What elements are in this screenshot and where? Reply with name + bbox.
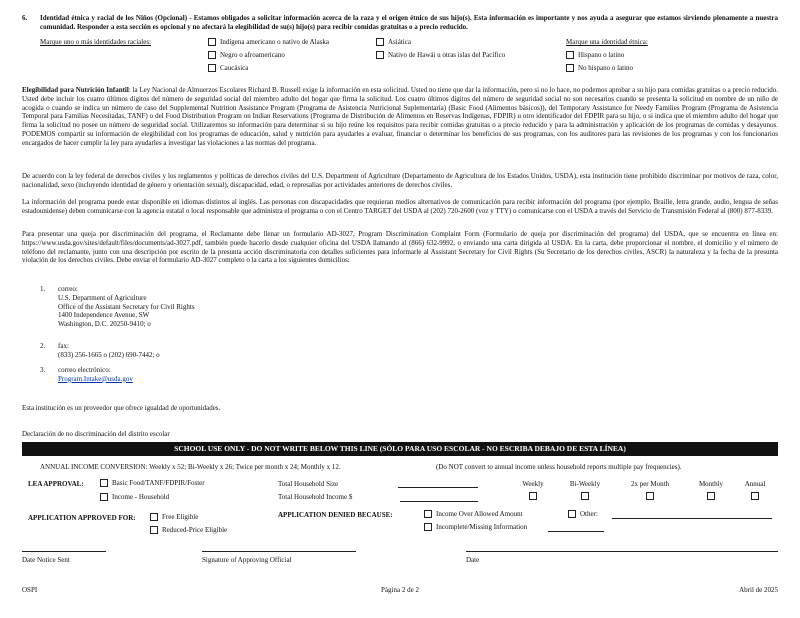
freq-weekly[interactable] bbox=[510, 480, 556, 500]
race-ethnicity-intro: Identidad étnica y racial de los Niños (Opcional) - Estamos obligados a solicitar información acerca de la raza y el origen étnico de sus hijo(s). Esta información es importante y nos ayuda a asegurar que estamos sirviendo plenamente a nuestra comunidad. Responder a esta sección es opcional y no afectará la elegibilidad de su(s) hijo(s) para recibir comidas gratuitas o a precio reducido. bbox=[40, 14, 778, 31]
option-label: Negro o afroamericano bbox=[220, 51, 285, 59]
checkbox[interactable] bbox=[208, 38, 216, 46]
footer-date: Abril de 2025 bbox=[739, 586, 778, 594]
race-option-pacific-islander[interactable] bbox=[376, 51, 505, 60]
race-option-american-indian[interactable] bbox=[208, 38, 329, 47]
race-prompt-label: Marque uno o más identidades raciales: bbox=[40, 38, 151, 46]
school-use-banner: SCHOOL USE ONLY - DO NOT WRITE BELOW THIS LINE (SÓLO PARA USO ESCOLAR - NO ESCRIBA DEBAJO DE ESTA LÍNEA) bbox=[22, 442, 778, 456]
race-option-asian[interactable] bbox=[376, 38, 411, 47]
freq-label: Annual bbox=[744, 480, 766, 488]
signature-label: Signature of Approving Official bbox=[202, 556, 292, 564]
section-number: 6. bbox=[22, 14, 28, 22]
option-label: Hispano o latino bbox=[578, 51, 625, 59]
lea-option-income[interactable] bbox=[100, 493, 169, 502]
option-label: Free Eligible bbox=[162, 513, 199, 521]
total-household-size-label: Total Household Size bbox=[278, 480, 339, 488]
nondiscrimination-paragraph-2: La información del programa puede estar disponible en idiomas distintos al inglés. Las personas con discapacidades que requieran medios alternativos de comunicación para recibir información del programa (por ejemplo, Braille, letra grande, audio, lengua de señas estadounidense) deben comunicarse con la agencia estatal o local responsable que administra el programa o con el Centro TARGET del USDA al (202) 720-2600 (voz y TTY) o comunicarse con el USDA a través del Servicio de Transmisión Federal al (800) 877-8339. bbox=[22, 198, 778, 215]
ethnic-option-hispanic[interactable] bbox=[566, 51, 624, 60]
address-item-email bbox=[40, 366, 540, 384]
checkbox[interactable] bbox=[568, 510, 576, 518]
ethnic-option-not-hispanic[interactable] bbox=[566, 64, 633, 73]
nondiscrimination-paragraph-1: De acuerdo con la ley federal de derechos civiles y los reglamentos y políticas de derechos civiles del U.S. Department of Agriculture (Departamento de Agricultura de los Estados Unidos, USDA), esta institución tiene prohibido discriminar por motivos de raza, color, nacionalidad, sexo (incluyendo identidad de género y orientación sexual), discapacidad, edad, o represalias por actividades anteriores de derechos civiles. bbox=[22, 172, 778, 189]
total-household-size-field[interactable] bbox=[398, 486, 478, 488]
item-number: 1. bbox=[40, 285, 46, 293]
signature-line[interactable] bbox=[202, 550, 356, 552]
option-label: Indígena americano o nativo de Alaska bbox=[220, 38, 330, 46]
checkbox[interactable] bbox=[566, 51, 574, 59]
race-option-black[interactable] bbox=[208, 51, 285, 60]
checkbox[interactable] bbox=[376, 51, 384, 59]
total-household-income-field[interactable] bbox=[400, 500, 478, 502]
lea-option-categorical[interactable] bbox=[100, 479, 205, 488]
address-line: U.S. Department of Agriculture bbox=[58, 293, 147, 302]
checkbox[interactable] bbox=[150, 526, 158, 534]
freq-annual[interactable] bbox=[734, 480, 776, 500]
freq-label: Bi-Weekly bbox=[569, 480, 601, 488]
item-label: correo electrónico: bbox=[58, 366, 111, 374]
incomplete-reason-field[interactable] bbox=[548, 530, 604, 532]
option-label: Caucásica bbox=[220, 64, 249, 72]
eligibility-text: : la Ley Nacional de Almuerzos Escolares Richard B. Russell exige la información en esta solicitud. Usted no tiene que dar la información, pero si no lo hace, no podemos aprobar a su hijo para comidas gratuitas o a precio reducido. Usted debe incluir los cuatro últimos dígitos del número de seguridad social del miembro adulto del hogar que firma la solicitud. Los cuatro últimos dígitos del número de seguridad social no son necesarios cuando se presenta la solicitud en nombre de un niño de acogida o cuando se indica un número de caso del Supplemental Nutrition Assistance Program (Programa de Asistencia Nutricional Suplementaria) (Basic Food (Alimentos básicos)), del Temporary Assistance for Needy Families Program (Programa de Asistencia Temporal para Familias Necesitadas, TANF) o del Food Distribution Program on Indian Reservations (Programa de Distribución de Alimentos en Reservas Indígenas, FDPIR) u otro identificador del FDPIR para su hijo, o si indica que el miembro adulto del hogar que firma la solicitud no posee un número de seguridad social. Utilizaremos su información para determinar si su hijo reúne los requisitos para recibir comidas gratuitas o a precio reducido y para la administración y aplicación de los programas de comidas y desayunos. PODEMOS compartir su información de elegibilidad con los programas de educación, salud y nutrición para ayudarles a evaluar, financiar o determinar los beneficios de sus programas, con los auditores para las revisiones de los programas y con los funcionarios encargados de hacer cumplir la ley para ayudarles a investigar las violaciones a las normas del programa. bbox=[22, 86, 778, 147]
item-number: 3. bbox=[40, 366, 46, 374]
option-label: No hispano o latino bbox=[578, 64, 634, 72]
address-line: 1400 Independence Avenue, SW bbox=[58, 311, 150, 320]
date-notice-label: Date Notice Sent bbox=[22, 556, 70, 564]
footer-page-number: Página 2 de 2 bbox=[381, 586, 419, 594]
checkbox[interactable] bbox=[646, 492, 654, 500]
denied-incomplete[interactable] bbox=[424, 523, 527, 532]
equal-opportunity-statement: Esta institución es un proveedor que ofrece igualdad de oportunidades. bbox=[22, 404, 221, 412]
approved-free[interactable] bbox=[150, 513, 198, 522]
race-option-white[interactable] bbox=[208, 64, 248, 73]
denied-because-label: APPLICATION DENIED BECAUSE: bbox=[278, 511, 393, 519]
option-label: Reduced-Price Eligible bbox=[162, 526, 228, 534]
checkbox[interactable] bbox=[100, 479, 108, 487]
lea-approval-label: LEA APPROVAL: bbox=[28, 480, 84, 488]
checkbox[interactable] bbox=[529, 492, 537, 500]
option-label: Income Over Allowed Amount bbox=[436, 510, 523, 518]
item-number: 2. bbox=[40, 342, 46, 350]
eligibility-title: Elegibilidad para Nutrición Infantil bbox=[22, 86, 129, 94]
date-notice-line[interactable] bbox=[22, 550, 106, 552]
option-label: Nativo de Hawái u otras islas del Pacífico bbox=[388, 51, 506, 59]
address-item-mail bbox=[40, 285, 540, 329]
checkbox[interactable] bbox=[581, 492, 589, 500]
nondiscrimination-paragraph-3: Para presentar una queja por discriminación del programa, el Reclamante debe llenar un formulario AD-3027, Program Discrimination Complaint Form (Formulario de queja por discriminación del programa) del USDA, que se encuentra en línea en: https://www.usda.gov/sites/default/files/documents/ad-3027.pdf, también puede hacerlo desde cualquier oficina del USDA llamando al (866) 632-9992, o enviando una carta dirigida al USDA. En la carta, debe proporcionar el nombre, el domicilio y el número de teléfono del reclamante, junto con una descripción por escrito de la presunta acción discriminatoria con detalles suficientes para informarle al Assistant Secretary for Civil Rights (Su Secretario de los derechos civiles, ASCR) la naturaleza y la fecha de la presunta violación de los derechos civiles. Debe enviar el formulario AD-3027 completo o la carta a los siguientes domicilios: bbox=[22, 230, 778, 265]
address-line: Office of the Assistant Secretary for Civil Rights bbox=[58, 302, 195, 311]
address-item-fax bbox=[40, 342, 540, 360]
option-label: Other: bbox=[580, 510, 598, 518]
email-link[interactable]: Program.Intake@usda.gov bbox=[58, 374, 133, 383]
income-conversion: ANNUAL INCOME CONVERSION: Weekly x 52; Bi-Weekly x 26; Twice per month x 24; Monthly x 12. bbox=[40, 463, 341, 471]
approved-for-label: APPLICATION APPROVED FOR: bbox=[28, 514, 136, 522]
option-label: Asiática bbox=[388, 38, 411, 46]
checkbox[interactable] bbox=[150, 513, 158, 521]
option-label: Incomplete/Missing Information bbox=[436, 523, 528, 531]
option-label: Basic Food/TANF/FDPIR/Foster bbox=[112, 479, 205, 487]
item-label: fax: bbox=[58, 342, 69, 350]
eligibility-paragraph bbox=[22, 86, 778, 147]
checkbox[interactable] bbox=[208, 51, 216, 59]
checkbox[interactable] bbox=[376, 38, 384, 46]
approved-reduced[interactable] bbox=[150, 526, 227, 535]
total-household-income-label: Total Household Income $ bbox=[278, 493, 353, 501]
ethnic-prompt bbox=[566, 38, 648, 47]
checkbox[interactable] bbox=[424, 523, 432, 531]
checkbox[interactable] bbox=[208, 64, 216, 72]
ethnic-prompt-label: Marque una identidad étnica: bbox=[566, 38, 648, 46]
date-line[interactable] bbox=[466, 550, 778, 552]
freq-twice-month[interactable] bbox=[622, 480, 678, 500]
freq-label: Weekly bbox=[522, 480, 544, 488]
freq-biweekly[interactable] bbox=[562, 480, 608, 500]
checkbox[interactable] bbox=[707, 492, 715, 500]
race-prompt bbox=[40, 38, 151, 47]
income-conversion-note: (Do NOT convert to annual income unless household reports multiple pay frequencies). bbox=[436, 463, 682, 471]
district-declaration: Declaración de no discriminación del distrito escolar bbox=[22, 430, 170, 438]
other-reason-field[interactable] bbox=[612, 517, 772, 519]
checkbox[interactable] bbox=[100, 493, 108, 501]
freq-monthly[interactable] bbox=[688, 480, 734, 500]
item-label: correo: bbox=[58, 285, 78, 293]
date-label: Date bbox=[466, 556, 480, 564]
checkbox[interactable] bbox=[751, 492, 759, 500]
address-line: Washington, D.C. 20250-9410; o bbox=[58, 320, 151, 328]
denied-other[interactable] bbox=[568, 510, 598, 519]
fax-numbers: (833) 256-1665 o (202) 690-7442; o bbox=[58, 350, 160, 359]
denied-income-over[interactable] bbox=[424, 510, 523, 519]
option-label: Income - Household bbox=[112, 493, 170, 501]
freq-label: Monthly bbox=[698, 480, 724, 488]
checkbox[interactable] bbox=[424, 510, 432, 518]
checkbox[interactable] bbox=[566, 64, 574, 72]
freq-label: 2x per Month bbox=[630, 480, 670, 488]
footer-agency: OSPI bbox=[22, 586, 38, 594]
